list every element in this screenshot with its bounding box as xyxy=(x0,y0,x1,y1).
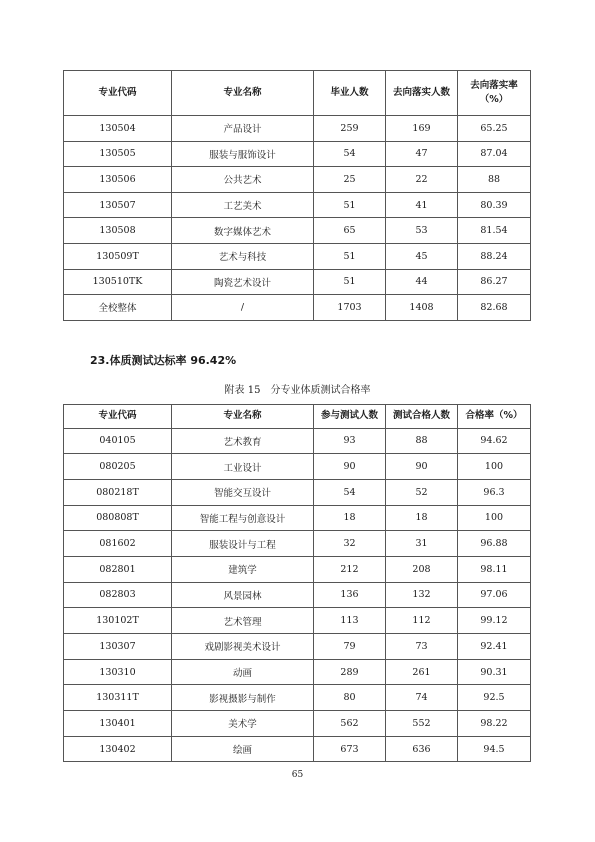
table-cell: 130401 xyxy=(64,711,172,737)
table-cell: 080808T xyxy=(64,505,172,531)
table-row xyxy=(64,218,531,244)
table-cell: 数字媒体艺术 xyxy=(172,218,314,244)
table-row xyxy=(64,243,531,269)
table-cell: 80 xyxy=(314,685,386,711)
table-cell: 86.27 xyxy=(458,269,531,295)
table-cell: 智能交互设计 xyxy=(172,479,314,505)
table-cell: 65.25 xyxy=(458,116,531,142)
table-cell: 47 xyxy=(386,141,458,167)
table-cell: 90 xyxy=(386,454,458,480)
table-cell: 戏剧影视美术设计 xyxy=(172,634,314,660)
table-cell: 54 xyxy=(314,141,386,167)
table-cell: 52 xyxy=(386,479,458,505)
table-cell: 562 xyxy=(314,711,386,737)
table-cell: 建筑学 xyxy=(172,556,314,582)
table-row xyxy=(64,608,531,634)
table-cell: 工艺美术 xyxy=(172,192,314,218)
column-header: 合格率（%） xyxy=(458,405,531,429)
table-cell: 44 xyxy=(386,269,458,295)
table-cell: 22 xyxy=(386,167,458,193)
table-cell: 552 xyxy=(386,711,458,737)
table-cell: 风景园林 xyxy=(172,582,314,608)
table-cell: 082801 xyxy=(64,556,172,582)
table-row xyxy=(64,505,531,531)
table-cell: 87.04 xyxy=(458,141,531,167)
fitness-test-table xyxy=(63,404,531,762)
table-cell: 92.41 xyxy=(458,634,531,660)
table-cell: 服装与服饰设计 xyxy=(172,141,314,167)
table-row xyxy=(64,454,531,480)
table-row xyxy=(64,269,531,295)
table-cell: / xyxy=(172,295,314,321)
table-cell: 96.3 xyxy=(458,479,531,505)
table-cell: 92.5 xyxy=(458,685,531,711)
table-cell: 88 xyxy=(386,428,458,454)
table-cell: 51 xyxy=(314,269,386,295)
table-cell: 130310 xyxy=(64,659,172,685)
table-row xyxy=(64,582,531,608)
table-cell: 136 xyxy=(314,582,386,608)
table-cell: 673 xyxy=(314,736,386,762)
table-cell: 636 xyxy=(386,736,458,762)
table-cell: 94.5 xyxy=(458,736,531,762)
table-cell: 65 xyxy=(314,218,386,244)
table-cell: 1703 xyxy=(314,295,386,321)
table-cell: 130507 xyxy=(64,192,172,218)
table-cell: 全校整体 xyxy=(64,295,172,321)
table-row xyxy=(64,428,531,454)
table-cell: 智能工程与创意设计 xyxy=(172,505,314,531)
table-cell: 绘画 xyxy=(172,736,314,762)
table-row xyxy=(64,116,531,142)
table-cell: 99.12 xyxy=(458,608,531,634)
table-header-row xyxy=(64,405,531,429)
column-header: 去向落实率 （%） xyxy=(458,71,531,116)
table-cell: 陶瓷艺术设计 xyxy=(172,269,314,295)
table-cell: 130510TK xyxy=(64,269,172,295)
table-row xyxy=(64,685,531,711)
table-row xyxy=(64,711,531,737)
table-cell: 73 xyxy=(386,634,458,660)
table-cell: 98.11 xyxy=(458,556,531,582)
table-cell: 93 xyxy=(314,428,386,454)
table-cell: 130505 xyxy=(64,141,172,167)
table-cell: 51 xyxy=(314,192,386,218)
table-cell: 41 xyxy=(386,192,458,218)
table-cell: 080205 xyxy=(64,454,172,480)
table-cell: 130102T xyxy=(64,608,172,634)
table-row xyxy=(64,556,531,582)
table-cell: 公共艺术 xyxy=(172,167,314,193)
employment-table xyxy=(63,70,531,321)
table-row xyxy=(64,531,531,557)
table-cell: 90 xyxy=(314,454,386,480)
table-cell: 服装设计与工程 xyxy=(172,531,314,557)
table-cell: 212 xyxy=(314,556,386,582)
table-cell: 130311T xyxy=(64,685,172,711)
column-header: 专业名称 xyxy=(172,71,314,116)
table-row xyxy=(64,634,531,660)
column-header: 专业代码 xyxy=(64,71,172,116)
table-caption: 附表 15 分专业体质测试合格率 xyxy=(224,385,371,396)
table-cell: 112 xyxy=(386,608,458,634)
page-number: 65 xyxy=(291,770,304,780)
table-cell: 96.88 xyxy=(458,531,531,557)
table-cell: 82.68 xyxy=(458,295,531,321)
section-heading: 23.体质测试达标率 96.42% xyxy=(90,354,237,367)
table-cell: 130506 xyxy=(64,167,172,193)
table-cell: 1408 xyxy=(386,295,458,321)
table-cell: 31 xyxy=(386,531,458,557)
table-cell: 132 xyxy=(386,582,458,608)
table-cell: 040105 xyxy=(64,428,172,454)
column-header: 专业名称 xyxy=(172,405,314,429)
table-cell: 18 xyxy=(386,505,458,531)
table-cell: 97.06 xyxy=(458,582,531,608)
column-header: 测试合格人数 xyxy=(386,405,458,429)
table-cell: 130508 xyxy=(64,218,172,244)
table-cell: 54 xyxy=(314,479,386,505)
table-cell: 产品设计 xyxy=(172,116,314,142)
table-row xyxy=(64,192,531,218)
table-cell: 208 xyxy=(386,556,458,582)
table-cell: 94.62 xyxy=(458,428,531,454)
table-cell: 261 xyxy=(386,659,458,685)
table-cell: 90.31 xyxy=(458,659,531,685)
table-cell: 130509T xyxy=(64,243,172,269)
table-cell: 影视摄影与制作 xyxy=(172,685,314,711)
table-cell: 289 xyxy=(314,659,386,685)
table-cell: 53 xyxy=(386,218,458,244)
table-cell: 130402 xyxy=(64,736,172,762)
table-row xyxy=(64,141,531,167)
table-cell: 080218T xyxy=(64,479,172,505)
table-cell: 动画 xyxy=(172,659,314,685)
table-cell: 32 xyxy=(314,531,386,557)
table-cell: 100 xyxy=(458,505,531,531)
table-row xyxy=(64,736,531,762)
table-cell: 88 xyxy=(458,167,531,193)
column-header: 去向落实人数 xyxy=(386,71,458,116)
table-cell: 18 xyxy=(314,505,386,531)
table-cell: 80.39 xyxy=(458,192,531,218)
table-cell: 130307 xyxy=(64,634,172,660)
table-cell: 81.54 xyxy=(458,218,531,244)
table-cell: 艺术与科技 xyxy=(172,243,314,269)
table-cell: 45 xyxy=(386,243,458,269)
table-cell: 169 xyxy=(386,116,458,142)
table-row xyxy=(64,479,531,505)
table-cell: 79 xyxy=(314,634,386,660)
table-header-row xyxy=(64,71,531,116)
table-cell: 25 xyxy=(314,167,386,193)
table-cell: 100 xyxy=(458,454,531,480)
table-cell: 259 xyxy=(314,116,386,142)
table-cell: 98.22 xyxy=(458,711,531,737)
table-row xyxy=(64,167,531,193)
column-header: 毕业人数 xyxy=(314,71,386,116)
table-cell: 88.24 xyxy=(458,243,531,269)
table-cell: 美术学 xyxy=(172,711,314,737)
table-cell: 74 xyxy=(386,685,458,711)
table-cell: 081602 xyxy=(64,531,172,557)
table-cell: 082803 xyxy=(64,582,172,608)
column-header: 专业代码 xyxy=(64,405,172,429)
table-cell: 艺术教育 xyxy=(172,428,314,454)
table-cell: 艺术管理 xyxy=(172,608,314,634)
table-cell: 130504 xyxy=(64,116,172,142)
table-cell: 113 xyxy=(314,608,386,634)
table-row xyxy=(64,659,531,685)
table-cell: 工业设计 xyxy=(172,454,314,480)
column-header: 参与测试人数 xyxy=(314,405,386,429)
table-row xyxy=(64,295,531,321)
table-cell: 51 xyxy=(314,243,386,269)
